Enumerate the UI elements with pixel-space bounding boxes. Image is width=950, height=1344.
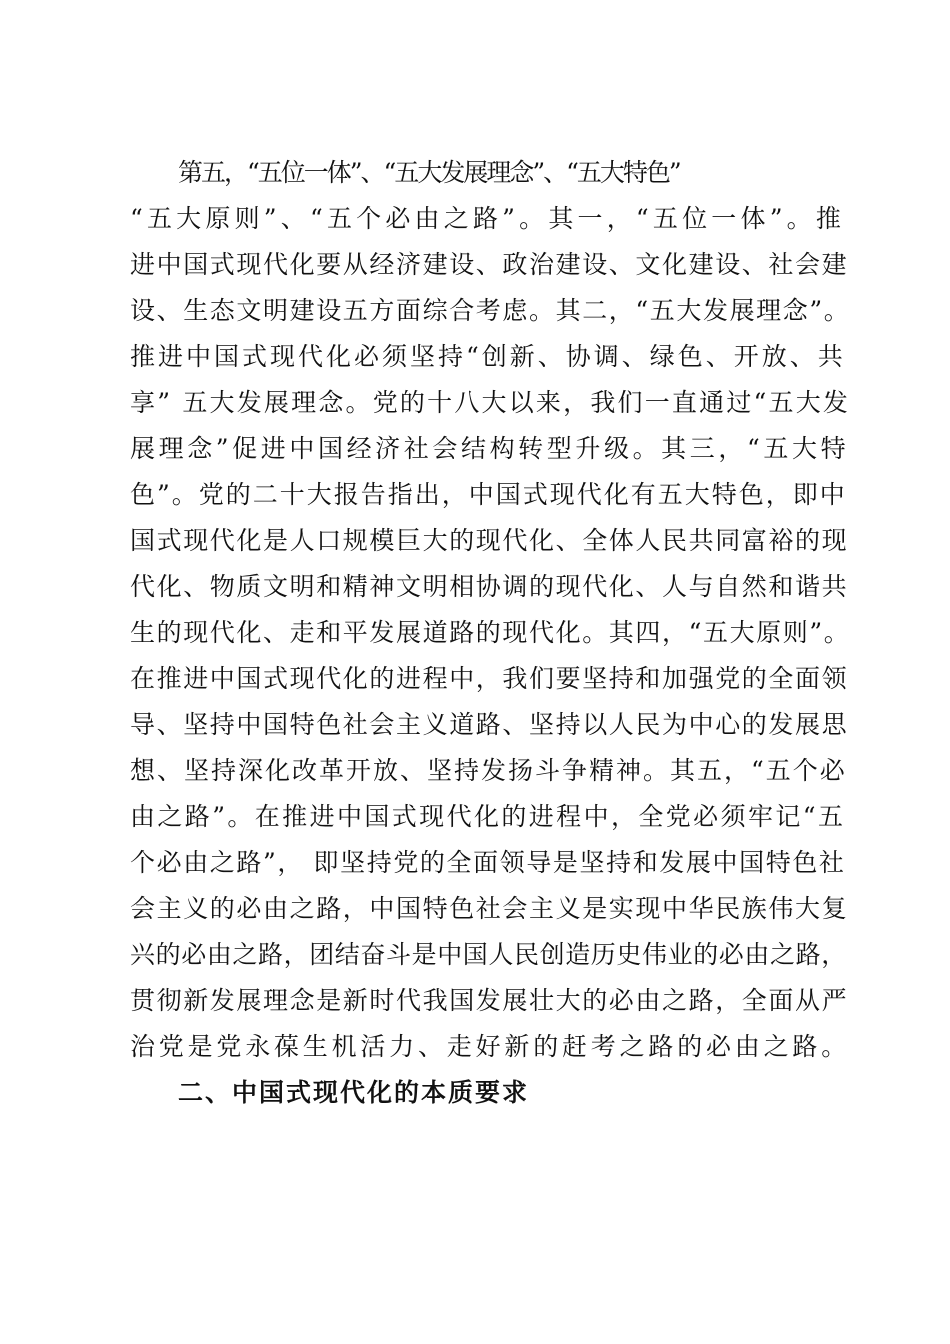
section-heading: 二、中国式现代化的本质要求: [178, 1078, 530, 1107]
paragraph-line: 国式现代化是人口规模巨大的现代化、全体人民共同富裕的现: [130, 526, 849, 555]
paragraph-line: 会主义的必由之路，中国特色社会主义是实现中华民族伟大复: [130, 894, 849, 923]
paragraph-line: 色”。党的二十大报告指出，中国式现代化有五大特色，即中: [130, 480, 847, 509]
paragraph-line: 兴的必由之路，团结奋斗是中国人民创造历史伟业的必由之路，: [130, 940, 847, 969]
paragraph-line: “五大原则”、“五个必由之路”。其一，“五位一体”。推: [130, 204, 846, 233]
paragraph-line: 生的现代化、走和平发展道路的现代化。其四，“五大原则”。: [130, 618, 851, 647]
paragraph-line: 由之路”。在推进中国式现代化的进程中，全党必须牢记“五: [130, 802, 846, 831]
paragraph-line: 展理念”促进中国经济社会结构转型升级。其三，“五大特: [130, 434, 850, 463]
paragraph-line: 在推进中国式现代化的进程中，我们要坚持和加强党的全面领: [130, 664, 849, 693]
paragraph-line: 进中国式现代化要从经济建设、政治建设、文化建设、社会建: [130, 250, 849, 279]
paragraph-line: 设、生态文明建设五方面综合考虑。其二，“五大发展理念”。: [130, 296, 851, 325]
paragraph-line: 治党是党永葆生机活力、走好新的赶考之路的必由之路。: [130, 1032, 851, 1061]
paragraph-line: 推进中国式现代化必须坚持“创新、协调、绿色、开放、共: [130, 342, 846, 371]
paragraph-line: 想、坚持深化改革开放、坚持发扬斗争精神。其五，“五个必: [130, 756, 847, 785]
paragraph-line: 代化、物质文明和精神文明相协调的现代化、人与自然和谐共: [130, 572, 849, 601]
paragraph-line: 个必由之路”， 即坚持党的全面领导是坚持和发展中国特色社: [130, 848, 846, 877]
paragraph-line: 导、坚持中国特色社会主义道路、坚持以人民为中心的发展思: [130, 710, 849, 739]
paragraph-line: 第五，“五位一体”、“五大发展理念”、“五大特色”: [178, 158, 680, 187]
paragraph-line: 贯彻新发展理念是新时代我国发展壮大的必由之路，全面从严: [130, 986, 849, 1015]
paragraph-line: 享” 五大发展理念。党的十八大以来，我们一直通过“五大发: [130, 388, 851, 417]
